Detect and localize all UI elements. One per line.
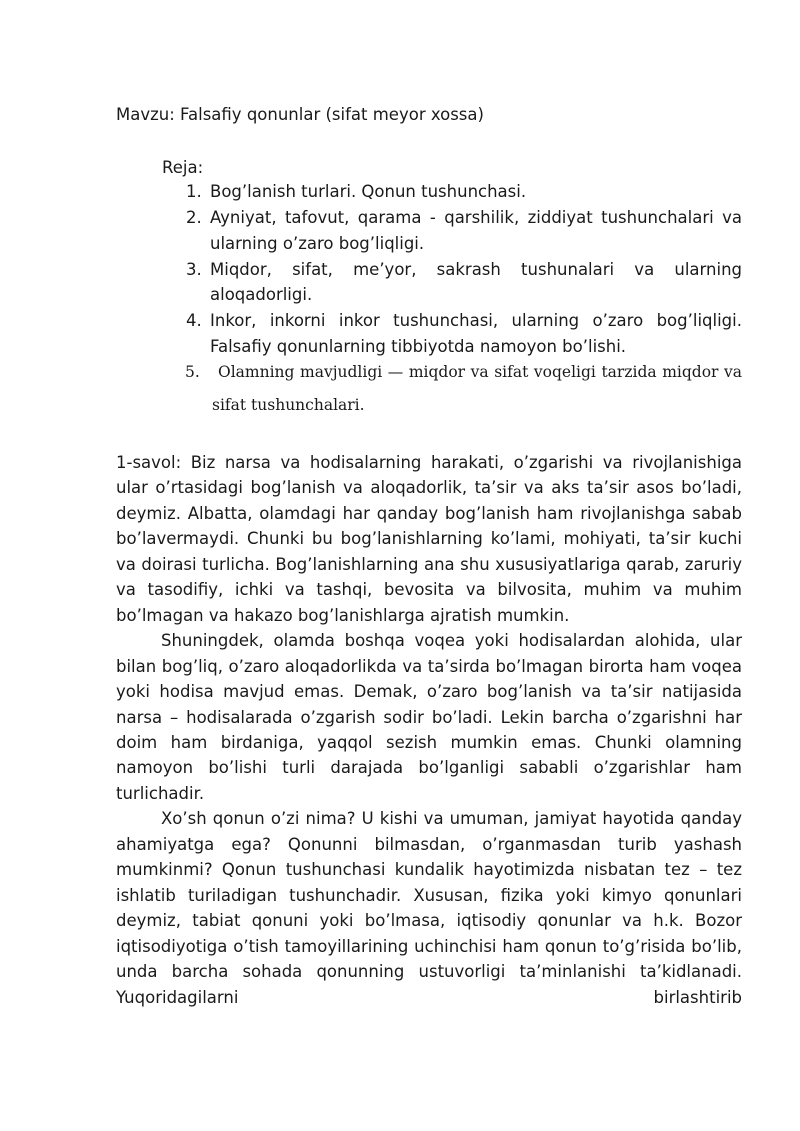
body-paragraph: 1-savol: Biz narsa va hodisalarning harakati, o’zgarishi va rivojlanishiga ular o’rtasidagi bog’lanish va aloqadorlik, ta’sir va aks ta’sir asos bo’ladi, deymiz. Albatta, olamdagi har qanday bog’lanish ham rivojlanishga sabab bo’lavermaydi. Chunki bu bog’lanishlarning ko’lami, mohiyati, ta’sir kuchi va doirasi turlicha. Bog’lanishlarning ana shu xususiyatlariga qarab, zaruriy va tasodifiy, ichki va tashqi, bevosita va bilvosita, muhim va muhim bo’lmagan va hakazo bog’lanishlarga ajratish mumkin.: [116, 453, 742, 625]
plan-item-number: 4.: [186, 311, 202, 330]
document-body: [116, 450, 742, 1010]
document-title: Mavzu: Falsafiy qonunlar (sifat meyor xossa): [116, 105, 484, 124]
plan-item: [116, 205, 742, 256]
plan-list: [116, 179, 742, 422]
plan-item-text: Inkor, inkorni inkor tushunchasi, ularning o’zaro bog’liqligi. Falsafiy qonunlarning tibbiyotda namoyon bo’lishi.: [210, 311, 742, 356]
plan-item-number: 2.: [186, 208, 202, 227]
body-paragraph: Shuningdek, olamda boshqa voqea yoki hodisalardan alohida, ular bilan bog’liq, o’zaro aloqadorlikda va ta’sirda bo’lmagan birorta ham voqea yoki hodisa mavjud emas. Demak, o’zaro bog’lanish va ta’sir natijasida narsa – hodisalarada o’zgarish sodir bo’ladi. Lekin barcha o’zgarishni har doim ham birdaniga, yaqqol sezish mumkin emas. Chunki olamning namoyon bo’lishi turli darajada bo’lganligi sababli o’zgarishlar ham turlichadir.: [116, 631, 742, 803]
plan-item-number: 5.: [185, 362, 200, 381]
plan-item: [116, 257, 742, 308]
plan-item-text: Ayniyat, tafovut, qarama - qarshilik, ziddiyat tushunchalari va ularning o’zaro bog’liqligi.: [210, 208, 742, 253]
plan-label: Reja:: [162, 158, 204, 177]
plan-item: [116, 356, 742, 422]
plan-item-text: Olamning mavjudligi — miqdor va sifat voqeligi tarzida miqdor va sifat tushunchalari.: [212, 362, 742, 414]
plan-item-number: 1.: [186, 182, 202, 201]
plan-item: [116, 308, 742, 359]
body-paragraph: Xo’sh qonun o’zi nima? U kishi va umuman, jamiyat hayotida qanday ahamiyatga ega? Qonunni bilmasdan, o’rganmasdan turib yashash mumkinmi? Qonun tushunchasi kundalik hayotimizda nisbatan tez – tez ishlatib turiladigan tushunchadir. Xususan, fizika yoki kimyo qonunlari deymiz, tabiat qonuni yoki bo’lmasa, iqtisodiy qonunlar va h.k. Bozor iqtisodiyotiga o’tish tamoyillarining uchinchisi ham qonun to’g’risida bo’lib, unda barcha sohada qonunning ustuvorligi ta’minlanishi ta’kidlanadi. Yuqoridagilarni birlashtirib: [116, 809, 742, 1007]
plan-item: [116, 179, 742, 205]
plan-item-text: Miqdor, sifat, me’yor, sakrash tushunalari va ularning aloqadorligi.: [210, 259, 742, 304]
plan-item-number: 3.: [186, 259, 202, 279]
plan-item-text: Bog’lanish turlari. Qonun tushunchasi.: [210, 182, 527, 201]
